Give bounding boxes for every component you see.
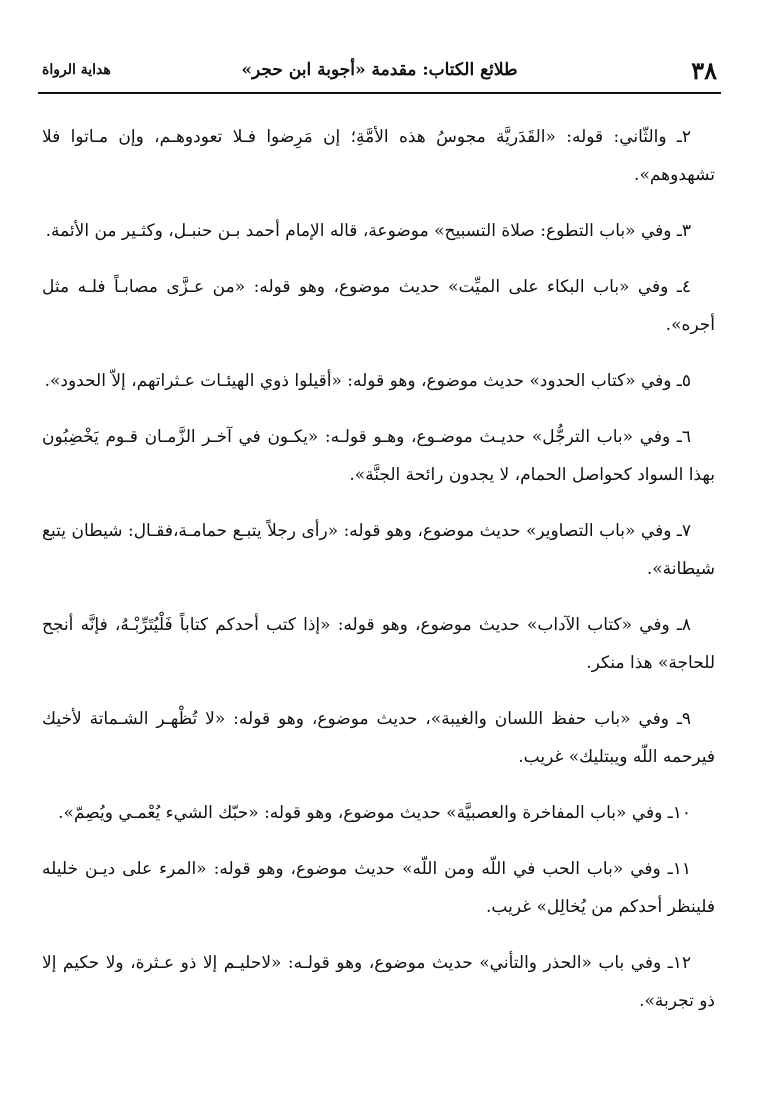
numbered-paragraph: ١٠ـ وفي «باب المفاخرة والعصبيَّة» حديث موضوع، وهو قوله: «حبّك الشيء يُعْمـي ويُصِمّ». xyxy=(58,803,691,823)
numbered-paragraph: ٧ـ وفي «باب التصاوير» حديث موضوع، وهو قوله: «رأى رجلاً يتبـع حمامـة،فقـال: شيطان يتبع شيطانة». xyxy=(42,521,715,579)
running-title: طلائع الكتاب: مقدمة «أجوبة ابن حجر» xyxy=(241,60,518,80)
numbered-paragraph: ٨ـ وفي «كتاب الآداب» حديث موضوع، وهو قوله: «إذا كتب أحدكم كتاباً فَلْيُتَرِّبْـهُ، فإنَّه أنجح للحاجة» هذا منكر. xyxy=(42,615,715,673)
numbered-paragraph: ٩ـ وفي «باب حفظ اللسان والغيبة»، حديث موضوع، وهو قوله: «لا تُظْهـر الشـماتة لأخيك فيرحمه اللّه ويبتليك» غريب. xyxy=(42,709,715,767)
numbered-paragraph: ١٢ـ وفي باب «الحذر والتأني» حديث موضوع، وهو قولـه: «لاحليـم إلا ذو عـثرة، ولا حكيم إلا ذو تجربة». xyxy=(42,953,715,1011)
book-title: هداية الرواة xyxy=(42,62,111,78)
numbered-paragraph: ٥ـ وفي «كتاب الحدود» حديث موضوع، وهو قوله: «أقيلوا ذوي الهيئـات عـثراتهم، إلاّ الحدود». xyxy=(44,371,691,391)
numbered-paragraph: ١١ـ وفي «باب الحب في اللّه ومن اللّه» حديث موضوع، وهو قوله: «المرء على ديـن خليله فلينظر أحدكم من يُخالِل» غريب. xyxy=(42,859,715,917)
running-header xyxy=(38,58,721,94)
page-number: ٣٨ xyxy=(691,56,717,85)
numbered-paragraph: ٦ـ وفي «باب الترجُّل» حديـث موضـوع، وهـو قولـه: «يكـون في آخـر الزَّمـان قـوم يَخْضِبُون بهذا السواد كحواصل الحمام، لا يجدون رائحة الجنَّة». xyxy=(42,427,715,485)
numbered-paragraph: ٣ـ وفي «باب التطوع: صلاة التسبيح» موضوعة، قاله الإمام أحمد بـن حنبـل، وكثـير من الأئمة. xyxy=(45,221,691,241)
page-body xyxy=(42,118,715,1038)
numbered-paragraph: ٤ـ وفي «باب البكاء على الميِّت» حديث موضوع، وهو قوله: «من عـزَّى مصابـاً فلـه مثل أجره». xyxy=(42,277,715,335)
numbered-paragraph: ٢ـ والثّاني: قوله: «القَدَريَّة مجوسُ هذه الأمَّةِ؛ إن مَرِضوا فـلا تعودوهـم، وإن مـاتوا فلا تشهدوهم». xyxy=(42,127,715,185)
